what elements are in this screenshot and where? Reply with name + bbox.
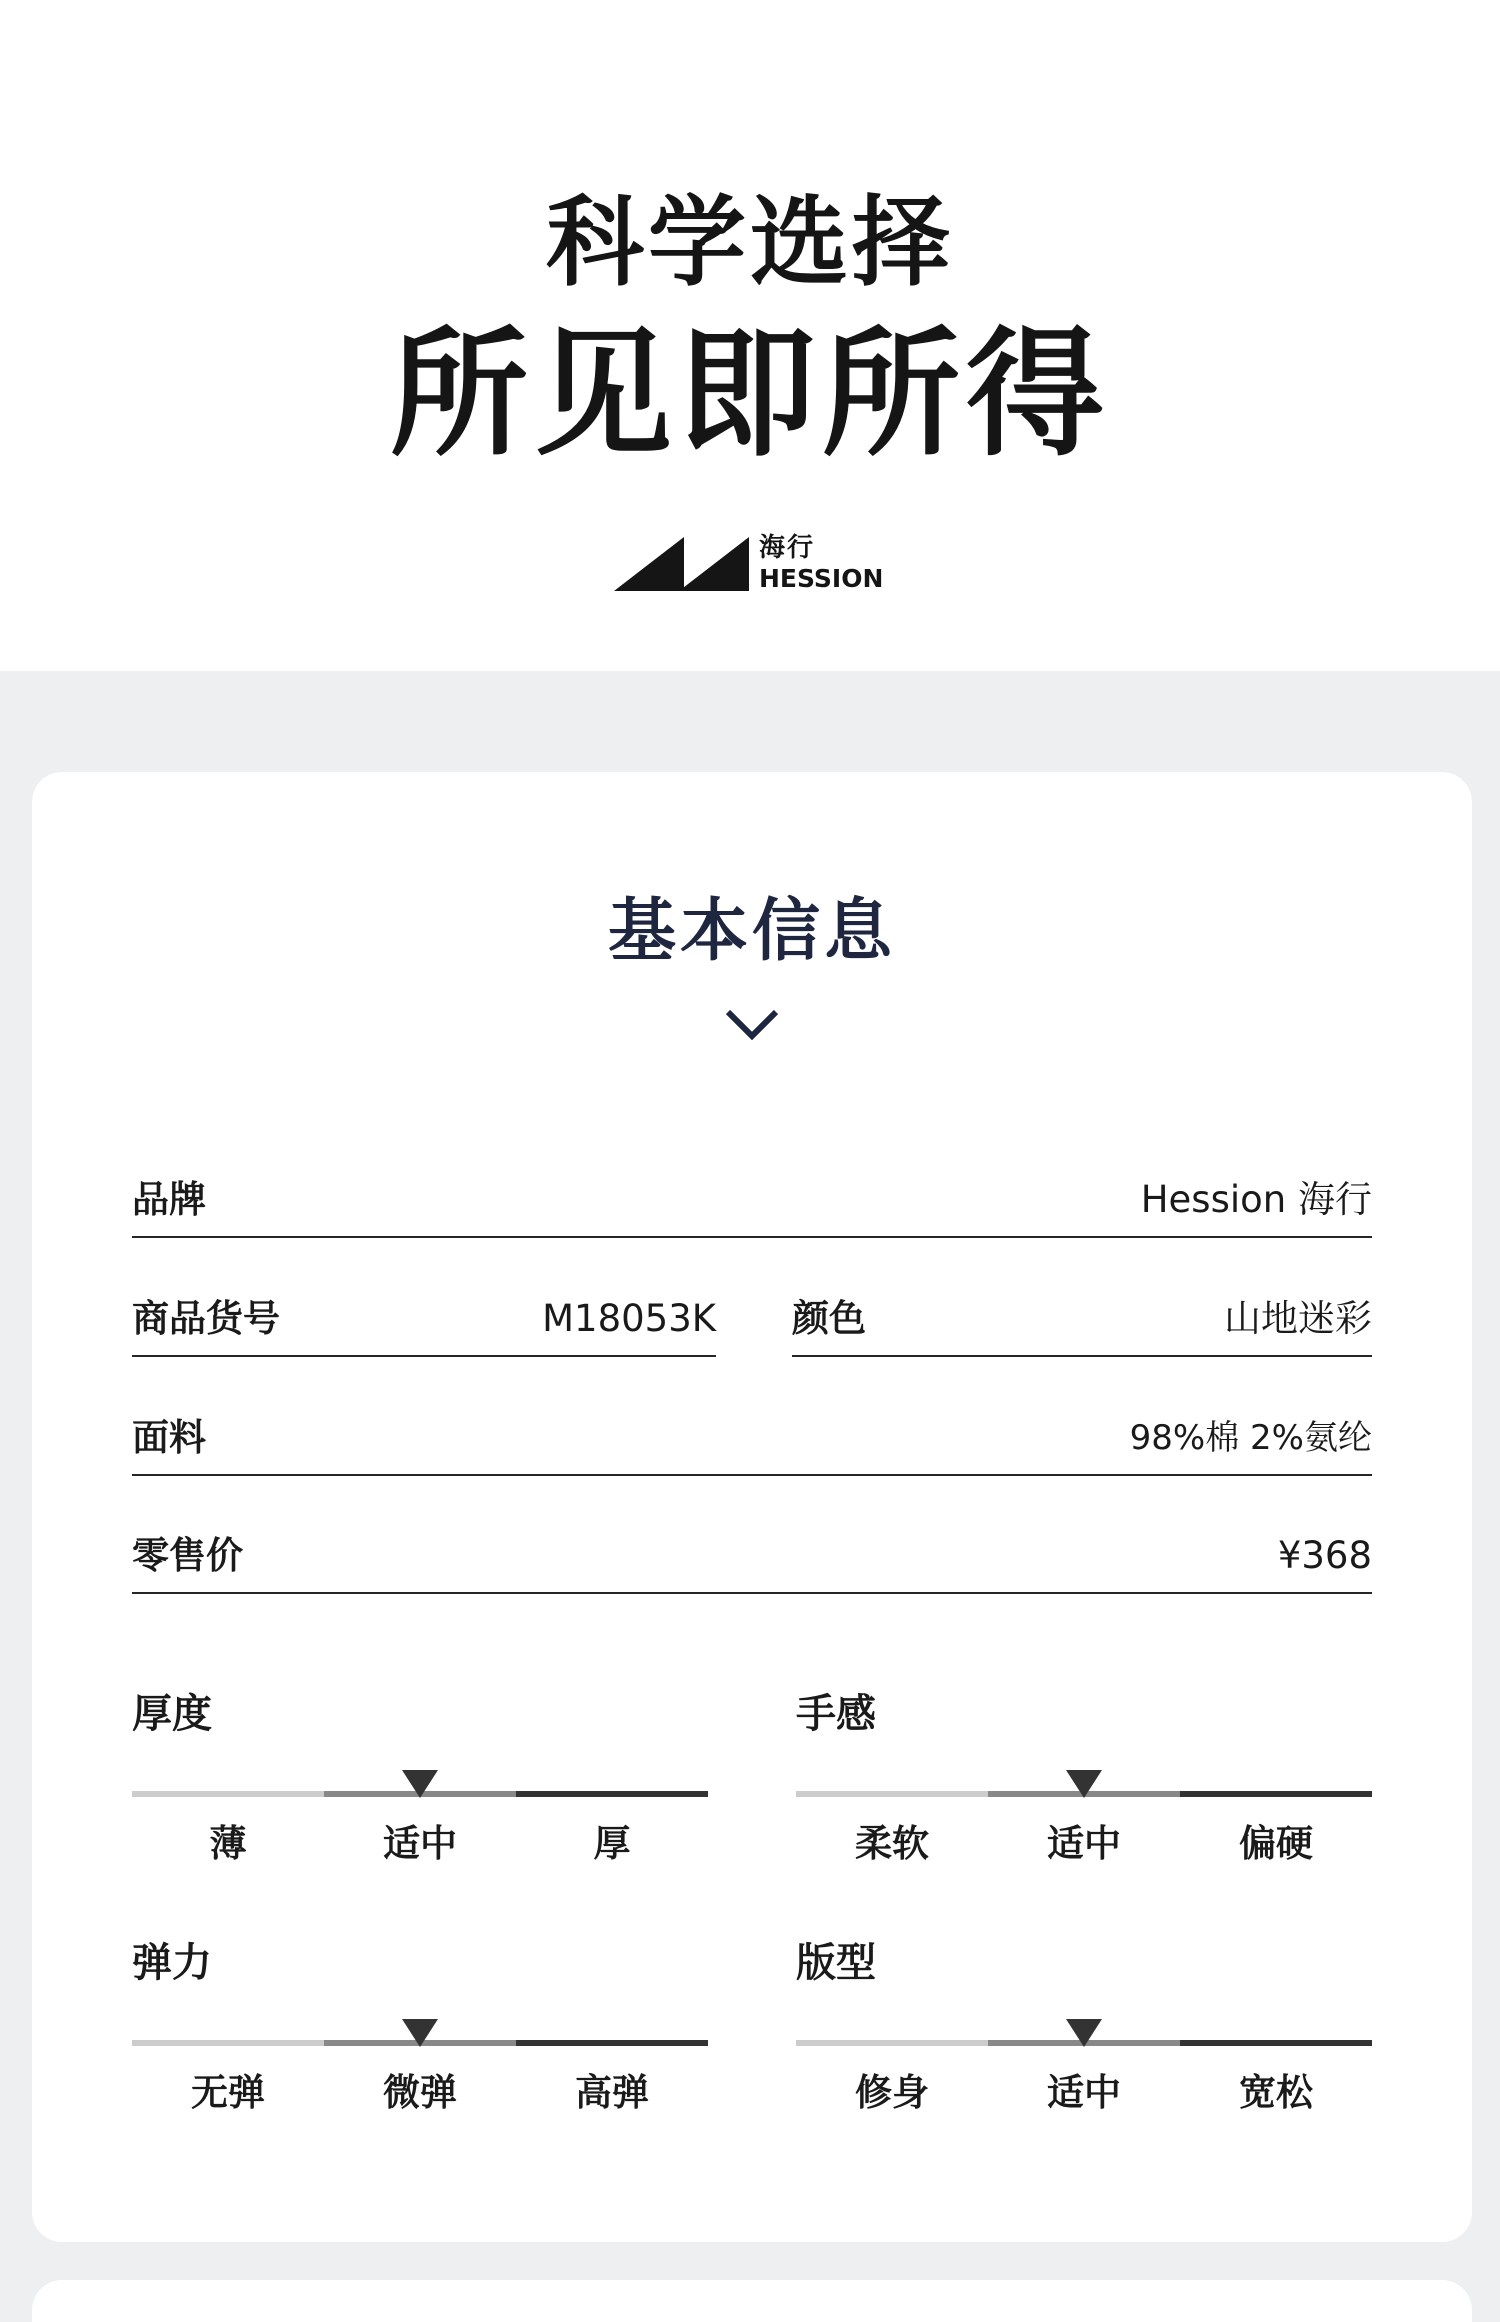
price-value: ¥368	[1277, 1534, 1372, 1577]
fit-option-2: 适中	[1047, 2071, 1121, 2114]
sku-label: 商品货号	[132, 1297, 280, 1340]
basic-info-card	[32, 772, 1472, 2242]
scale-segment-3	[516, 1791, 708, 1797]
fabric-label: 面料	[132, 1416, 206, 1459]
scale-segment-1	[132, 1791, 324, 1797]
chevron-down-icon	[722, 1004, 782, 1044]
thickness-option-3: 厚	[593, 1822, 631, 1865]
elasticity-option-2: 微弹	[383, 2071, 457, 2114]
hero-subheadline: 所见即所得	[389, 314, 1110, 475]
next-section-card	[32, 2280, 1472, 2322]
sku-value: M18053K	[542, 1297, 716, 1340]
hero-banner	[0, 0, 1500, 671]
brand-label: 品牌	[132, 1178, 206, 1221]
thickness-option-2: 适中	[383, 1822, 457, 1865]
brand-value: Hession 海行	[1140, 1178, 1372, 1221]
scale-segment-1	[796, 2040, 988, 2046]
logo-chinese-text: 海行	[759, 533, 816, 563]
pointer-triangle-icon	[402, 1770, 438, 1798]
scale-segment-3	[1180, 1791, 1372, 1797]
thickness-label: 厚度	[132, 1691, 212, 1737]
feel-option-2: 适中	[1047, 1822, 1121, 1865]
thickness-option-1: 薄	[209, 1822, 247, 1865]
feel-option-1: 柔软	[855, 1822, 929, 1865]
color-label: 颜色	[792, 1297, 866, 1340]
color-value: 山地迷彩	[1224, 1297, 1372, 1340]
fabric-value: 98%棉 2%氨纶	[1129, 1418, 1372, 1458]
price-row	[132, 1522, 1372, 1594]
color-row	[792, 1285, 1372, 1357]
pointer-triangle-icon	[402, 2019, 438, 2047]
brand-row-inner	[132, 1166, 1372, 1238]
sku-row	[132, 1285, 716, 1357]
pointer-triangle-icon	[1066, 1770, 1102, 1798]
fit-scale	[796, 1939, 1374, 2139]
elasticity-option-3: 高弹	[575, 2071, 649, 2114]
fit-label: 版型	[796, 1940, 876, 1986]
brand-logo	[614, 533, 894, 595]
elasticity-scale	[132, 1939, 710, 2139]
feel-option-3: 偏硬	[1239, 1822, 1313, 1865]
scale-segment-1	[796, 1791, 988, 1797]
thickness-scale	[132, 1690, 710, 1890]
section-title: 基本信息	[607, 892, 896, 971]
feel-scale	[796, 1690, 1374, 1890]
scale-segment-1	[132, 2040, 324, 2046]
scale-segment-3	[1180, 2040, 1372, 2046]
elasticity-label: 弹力	[132, 1940, 212, 1986]
fit-option-1: 修身	[855, 2071, 929, 2114]
scale-segment-3	[516, 2040, 708, 2046]
price-label: 零售价	[132, 1534, 243, 1577]
brand-mark-icon	[614, 535, 749, 593]
fit-option-3: 宽松	[1239, 2071, 1313, 2114]
pointer-triangle-icon	[1066, 2019, 1102, 2047]
logo-english-text: HESSION	[759, 564, 884, 593]
hero-headline: 科学选择	[545, 186, 954, 300]
feel-label: 手感	[796, 1691, 876, 1737]
fabric-row	[132, 1404, 1372, 1476]
elasticity-option-1: 无弹	[191, 2071, 265, 2114]
